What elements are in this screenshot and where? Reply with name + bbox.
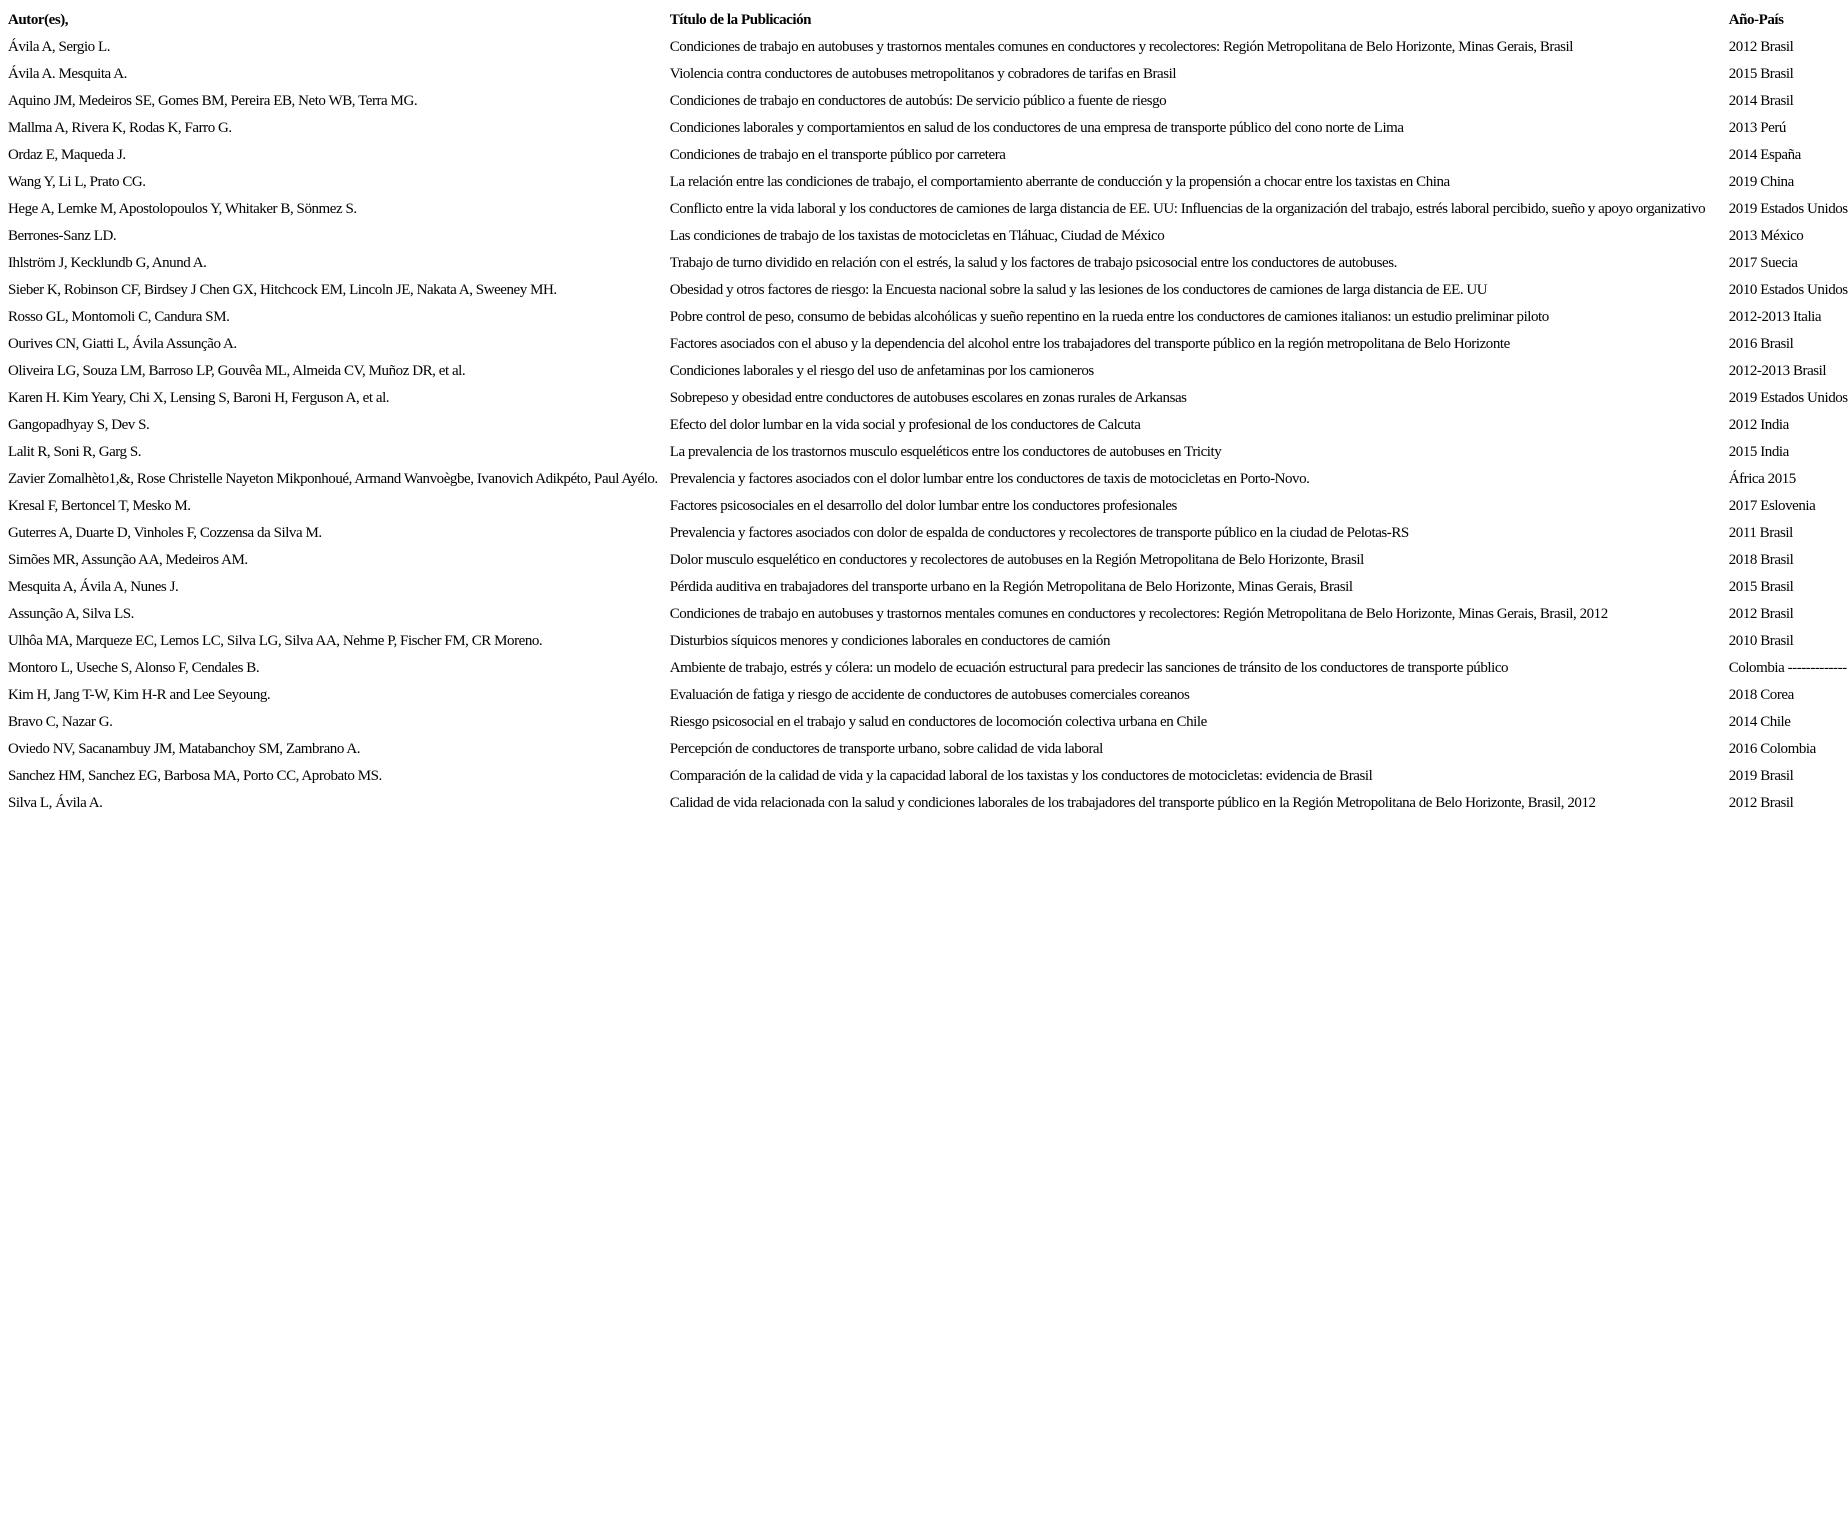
table-row xyxy=(6,223,1848,250)
cell-year-country: 2017 Eslovenia xyxy=(1728,498,1816,514)
cell-year-country: 2012 India xyxy=(1728,417,1789,433)
table-row xyxy=(6,763,1848,790)
cell-year-country: 2010 Estados Unidos xyxy=(1728,282,1848,298)
cell-year-country: 2019 China xyxy=(1728,174,1794,190)
cell-authors: Hege A, Lemke M, Apostolopoulos Y, Whitaker B, Sönmez S. xyxy=(8,201,357,217)
cell-authors: Mesquita A, Ávila A, Nunes J. xyxy=(8,579,179,595)
cell-authors: Lalit R, Soni R, Garg S. xyxy=(8,444,142,460)
table-row xyxy=(6,736,1848,763)
cell-authors: Simões MR, Assunção AA, Medeiros AM. xyxy=(8,552,248,568)
cell-authors: Oviedo NV, Sacanambuy JM, Matabanchoy SM, Zambrano A. xyxy=(8,741,361,757)
cell-authors: Ourives CN, Giatti L, Ávila Assunção A. xyxy=(8,336,237,352)
cell-authors: Assunção A, Silva LS. xyxy=(8,606,134,622)
table-row xyxy=(6,304,1848,331)
cell-year-country: 2019 Brasil xyxy=(1728,768,1794,784)
cell-title: Pobre control de peso, consumo de bebidas alcohólicas y sueño repentino en la rueda entre los conductores de camiones italianos: un estudio preliminar piloto xyxy=(669,309,1549,325)
cell-authors: Sanchez HM, Sanchez EG, Barbosa MA, Porto CC, Aprobato MS. xyxy=(8,768,382,784)
cell-authors: Rosso GL, Montomoli C, Candura SM. xyxy=(8,309,230,325)
cell-year-country: 2010 Brasil xyxy=(1728,633,1794,649)
table-row xyxy=(6,601,1848,628)
cell-year-country: 2019 Estados Unidos xyxy=(1728,201,1848,217)
cell-authors: Gangopadhyay S, Dev S. xyxy=(8,417,150,433)
cell-title: Efecto del dolor lumbar en la vida social y profesional de los conductores de Calcuta xyxy=(669,417,1141,433)
cell-year-country: 2018 Brasil xyxy=(1728,552,1794,568)
cell-authors: Aquino JM, Medeiros SE, Gomes BM, Pereira EB, Neto WB, Terra MG. xyxy=(8,93,418,109)
cell-title: La prevalencia de los trastornos musculo esqueléticos entre los conductores de autobuses en Tricity xyxy=(669,444,1222,460)
table-row xyxy=(6,115,1848,142)
cell-title: Ambiente de trabajo, estrés y cólera: un modelo de ecuación estructural para predecir las sanciones de tránsito de los conductores de transporte público xyxy=(669,660,1509,676)
cell-authors: Ávila A. Mesquita A. xyxy=(8,66,127,82)
cell-year-country: 2012 Brasil xyxy=(1728,795,1794,811)
cell-title: Condiciones laborales y el riesgo del uso de anfetaminas por los camioneros xyxy=(669,363,1094,379)
cell-authors: Kim H, Jang T-W, Kim H-R and Lee Seyoung. xyxy=(8,687,271,703)
table-row xyxy=(6,790,1848,817)
cell-title: Condiciones de trabajo en conductores de autobús: De servicio público a fuente de riesgo xyxy=(669,93,1167,109)
cell-authors: Kresal F, Bertoncel T, Mesko M. xyxy=(8,498,191,514)
cell-title: Comparación de la calidad de vida y la capacidad laboral de los taxistas y los conductores de motocicletas: evidencia de Brasil xyxy=(669,768,1373,784)
cell-title: Condiciones de trabajo en autobuses y trastornos mentales comunes en conductores y recolectores: Región Metropolitana de Belo Horizonte, Minas Gerais, Brasil, 2012 xyxy=(669,606,1608,622)
cell-title: Conflicto entre la vida laboral y los conductores de camiones de larga distancia de EE. UU: Influencias de la organización del trabajo, estrés laboral percibido, sueño y apoyo organizativo xyxy=(669,201,1706,217)
cell-year-country: 2012-2013 Italia xyxy=(1728,309,1822,325)
cell-authors: Ávila A, Sergio L. xyxy=(8,39,111,55)
table-row xyxy=(6,169,1848,196)
cell-year-country: 2015 Brasil xyxy=(1728,66,1794,82)
cell-year-country: 2015 Brasil xyxy=(1728,579,1794,595)
cell-title: Prevalencia y factores asociados con dolor de espalda de conductores y recolectores de transporte público en la ciudad de Pelotas-RS xyxy=(669,525,1409,541)
cell-title: Dolor musculo esquelético en conductores y recolectores de autobuses en la Región Metropolitana de Belo Horizonte, Brasil xyxy=(669,552,1364,568)
cell-title: Trabajo de turno dividido en relación con el estrés, la salud y los factores de trabajo psicosocial entre los conductores de autobuses. xyxy=(669,255,1397,271)
table-row xyxy=(6,709,1848,736)
cell-year-country: 2019 Estados Unidos xyxy=(1728,390,1848,406)
cell-authors: Guterres A, Duarte D, Vinholes F, Cozzensa da Silva M. xyxy=(8,525,322,541)
table-row xyxy=(6,412,1848,439)
table-row xyxy=(6,196,1848,223)
table-body xyxy=(6,34,1848,817)
table-row xyxy=(6,547,1848,574)
cell-year-country: 2015 India xyxy=(1728,444,1789,460)
cell-authors: Zavier Zomalhèto1,&, Rose Christelle Nayeton Mikponhoué, Armand Wanvoègbe, Ivanovich Adikpéto, Paul Ayélo. xyxy=(8,471,658,487)
table-row xyxy=(6,655,1848,682)
table-row xyxy=(6,88,1848,115)
cell-year-country: 2014 España xyxy=(1728,147,1801,163)
table-row xyxy=(6,61,1848,88)
cell-authors: Ordaz E, Maqueda J. xyxy=(8,147,126,163)
cell-authors: Bravo C, Nazar G. xyxy=(8,714,113,730)
table-row xyxy=(6,466,1848,493)
header-year-country: Año-País xyxy=(1728,12,1784,28)
cell-year-country: 2012-2013 Brasil xyxy=(1728,363,1827,379)
cell-year-country: 2016 Brasil xyxy=(1728,336,1794,352)
cell-title: Disturbios síquicos menores y condiciones laborales en conductores de camión xyxy=(669,633,1110,649)
cell-authors: Silva L, Ávila A. xyxy=(8,795,103,811)
cell-year-country: 2017 Suecia xyxy=(1728,255,1798,271)
table-row xyxy=(6,142,1848,169)
header-row xyxy=(6,7,1848,34)
table-row xyxy=(6,358,1848,385)
cell-year-country: África 2015 xyxy=(1728,471,1796,487)
table-header xyxy=(6,7,1848,34)
cell-authors: Ulhôa MA, Marqueze EC, Lemos LC, Silva LG, Silva AA, Nehme P, Fischer FM, CR Moreno. xyxy=(8,633,543,649)
cell-title: Las condiciones de trabajo de los taxistas de motocicletas en Tláhuac, Ciudad de México xyxy=(669,228,1165,244)
cell-title: Obesidad y otros factores de riesgo: la Encuesta nacional sobre la salud y las lesiones de los conductores de camiones de larga distancia de EE. UU xyxy=(669,282,1488,298)
table-row xyxy=(6,439,1848,466)
table-row xyxy=(6,277,1848,304)
cell-title: Sobrepeso y obesidad entre conductores de autobuses escolares en zonas rurales de Arkansas xyxy=(669,390,1187,406)
table-row xyxy=(6,250,1848,277)
cell-title: Pérdida auditiva en trabajadores del transporte urbano en la Región Metropolitana de Belo Horizonte, Minas Gerais, Brasil xyxy=(669,579,1353,595)
header-authors: Autor(es), xyxy=(8,12,69,28)
cell-authors: Ihlström J, Kecklundb G, Anund A. xyxy=(8,255,207,271)
table-row xyxy=(6,385,1848,412)
table-row xyxy=(6,520,1848,547)
cell-year-country: 2011 Brasil xyxy=(1728,525,1793,541)
cell-title: Prevalencia y factores asociados con el dolor lumbar entre los conductores de taxis de motocicletas en Porto-Novo. xyxy=(669,471,1310,487)
publications-table xyxy=(6,7,1848,817)
cell-authors: Berrones-Sanz LD. xyxy=(8,228,117,244)
cell-authors: Mallma A, Rivera K, Rodas K, Farro G. xyxy=(8,120,232,136)
table-row xyxy=(6,682,1848,709)
cell-year-country: 2018 Corea xyxy=(1728,687,1794,703)
cell-title: Percepción de conductores de transporte urbano, sobre calidad de vida laboral xyxy=(669,741,1103,757)
cell-title: Condiciones de trabajo en autobuses y trastornos mentales comunes en conductores y recolectores: Región Metropolitana de Belo Horizonte, Minas Gerais, Brasil xyxy=(669,39,1573,55)
table-row xyxy=(6,574,1848,601)
cell-title: Evaluación de fatiga y riesgo de accidente de conductores de autobuses comerciales coreanos xyxy=(669,687,1190,703)
table-row xyxy=(6,493,1848,520)
cell-title: La relación entre las condiciones de trabajo, el comportamiento aberrante de conducción y la propensión a chocar entre los taxistas en China xyxy=(669,174,1450,190)
cell-year-country: 2014 Brasil xyxy=(1728,93,1794,109)
cell-year-country: Colombia ------------- xyxy=(1728,660,1847,676)
header-title: Título de la Publicación xyxy=(669,12,812,28)
cell-title: Violencia contra conductores de autobuses metropolitanos y cobradores de tarifas en Brasil xyxy=(669,66,1177,82)
table-row xyxy=(6,331,1848,358)
cell-authors: Karen H. Kim Yeary, Chi X, Lensing S, Baroni H, Ferguson A, et al. xyxy=(8,390,390,406)
cell-year-country: 2016 Colombia xyxy=(1728,741,1816,757)
cell-title: Condiciones laborales y comportamientos en salud de los conductores de una empresa de transporte público del cono norte de Lima xyxy=(669,120,1404,136)
cell-authors: Wang Y, Li L, Prato CG. xyxy=(8,174,146,190)
table-row xyxy=(6,34,1848,61)
cell-title: Condiciones de trabajo en el transporte público por carretera xyxy=(669,147,1006,163)
cell-title: Calidad de vida relacionada con la salud y condiciones laborales de los trabajadores del transporte público en la Región Metropolitana de Belo Horizonte, Brasil, 2012 xyxy=(669,795,1596,811)
cell-year-country: 2013 México xyxy=(1728,228,1804,244)
cell-authors: Sieber K, Robinson CF, Birdsey J Chen GX, Hitchcock EM, Lincoln JE, Nakata A, Sweeney MH. xyxy=(8,282,557,298)
cell-year-country: 2013 Perú xyxy=(1728,120,1786,136)
cell-year-country: 2012 Brasil xyxy=(1728,39,1794,55)
cell-year-country: 2012 Brasil xyxy=(1728,606,1794,622)
cell-title: Riesgo psicosocial en el trabajo y salud en conductores de locomoción colectiva urbana en Chile xyxy=(669,714,1207,730)
table-row xyxy=(6,628,1848,655)
cell-authors: Montoro L, Useche S, Alonso F, Cendales B. xyxy=(8,660,260,676)
cell-authors: Oliveira LG, Souza LM, Barroso LP, Gouvêa ML, Almeida CV, Muñoz DR, et al. xyxy=(8,363,466,379)
cell-title: Factores asociados con el abuso y la dependencia del alcohol entre los trabajadores del transporte público en la región metropolitana de Belo Horizonte xyxy=(669,336,1510,352)
cell-title: Factores psicosociales en el desarrollo del dolor lumbar entre los conductores profesionales xyxy=(669,498,1177,514)
cell-year-country: 2014 Chile xyxy=(1728,714,1791,730)
